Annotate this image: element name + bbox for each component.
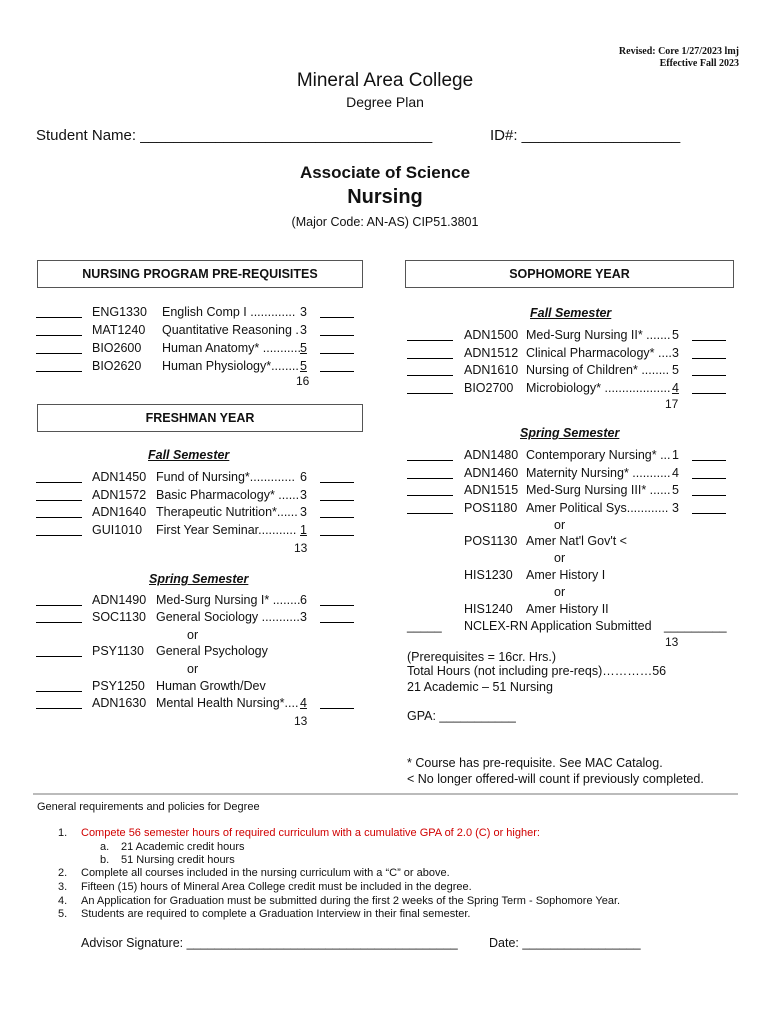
grade-blank[interactable] <box>407 478 453 479</box>
gpa-field[interactable]: GPA: ___________ <box>407 709 516 723</box>
grade-blank[interactable] <box>36 482 82 483</box>
sub-item-letter: a. <box>100 841 110 853</box>
prereq-heading: NURSING PROGRAM PRE-REQUISITES <box>37 260 363 288</box>
course-credits: 4 <box>300 696 307 710</box>
course-credits: 5 <box>300 359 307 373</box>
term-blank[interactable] <box>320 535 354 536</box>
course-credits: 3 <box>300 610 307 624</box>
grade-blank[interactable] <box>407 495 453 496</box>
term-blank[interactable] <box>692 478 726 479</box>
course-credits: 3 <box>300 323 307 337</box>
grade-blank[interactable] <box>36 622 82 623</box>
item-number: 1. <box>58 827 68 839</box>
term-blank[interactable] <box>692 340 726 341</box>
course-row[interactable] <box>36 644 366 660</box>
section-divider <box>33 793 738 795</box>
student-id-field[interactable]: ID#: ___________________ <box>490 127 681 144</box>
general-heading: General requirements and policies for Degree <box>37 801 260 813</box>
degree-title: Associate of Science <box>299 163 471 182</box>
course-row[interactable] <box>407 568 737 584</box>
term-blank[interactable] <box>692 460 726 461</box>
course-credits: 3 <box>300 487 307 502</box>
grade-blank[interactable] <box>36 656 82 657</box>
college-name: Mineral Area College <box>296 70 474 91</box>
grade-blank[interactable]: _____ <box>407 619 442 633</box>
course-code: ADN1610 <box>464 363 519 377</box>
or-label: or <box>554 551 566 565</box>
credit-split: 21 Academic – 51 Nursing <box>407 680 553 694</box>
doc-type: Degree Plan <box>346 94 424 110</box>
grade-blank[interactable] <box>36 353 82 354</box>
course-code: HIS1230 <box>464 568 513 582</box>
course-title: Mental Health Nursing*.... <box>156 696 299 710</box>
course-code: SOC1130 <box>92 610 146 624</box>
general-item-2: Complete all courses included in the nursing curriculum with a “C” or above. <box>81 867 450 879</box>
course-row[interactable] <box>36 696 366 712</box>
general-sub-a: 21 Academic credit hours <box>121 841 245 853</box>
grade-blank[interactable] <box>407 393 453 394</box>
sub-item-letter: b. <box>100 854 110 866</box>
grade-blank[interactable] <box>36 708 82 709</box>
program-title: Nursing <box>347 186 423 208</box>
term-blank[interactable] <box>692 393 726 394</box>
course-row[interactable] <box>407 346 747 362</box>
grade-blank[interactable] <box>407 358 453 359</box>
freshman-spring-total: 13 <box>294 714 308 728</box>
revised-note: Revised: Core 1/27/2023 lmj <box>618 46 739 57</box>
course-credits: 1 <box>672 448 679 462</box>
course-title: Med-Surg Nursing II* ....... <box>526 328 671 342</box>
course-credits: 3 <box>300 505 307 519</box>
course-credits: 5 <box>672 363 679 377</box>
course-credits: 5 <box>672 483 679 497</box>
grade-blank[interactable] <box>36 535 82 536</box>
student-name-field[interactable]: Student Name: ___________________________________ <box>36 127 433 144</box>
sophomore-fall-total: 17 <box>665 397 679 411</box>
course-row[interactable] <box>36 341 376 357</box>
grade-blank[interactable] <box>36 605 82 606</box>
course-code: PSY1130 <box>92 644 144 658</box>
grade-blank[interactable] <box>407 375 453 376</box>
course-code: MAT1240 <box>92 323 146 337</box>
term-blank[interactable] <box>320 335 354 336</box>
term-blank[interactable] <box>692 358 726 359</box>
grade-blank[interactable] <box>407 513 453 514</box>
course-code: ADN1512 <box>464 345 519 360</box>
sophomore-spring-total: 13 <box>665 635 679 649</box>
general-item-4: An Application for Graduation must be submitted during the first 2 weeks of the Spring Term - Sophomore Year. <box>81 895 621 907</box>
course-code: HIS1240 <box>464 602 513 616</box>
grade-blank[interactable] <box>407 460 453 461</box>
freshman-spring-label: Spring Semester <box>149 572 249 586</box>
course-row[interactable] <box>407 501 747 517</box>
course-title: Microbiology* ................... <box>526 380 671 395</box>
course-row[interactable] <box>36 523 376 539</box>
course-row[interactable] <box>407 328 747 344</box>
course-row[interactable] <box>36 505 376 521</box>
term-blank[interactable] <box>320 371 354 372</box>
course-code: POS1130 <box>464 534 518 548</box>
sophomore-fall-label: Fall Semester <box>530 306 612 320</box>
course-code: PSY1250 <box>92 679 145 693</box>
freshman-heading: FRESHMAN YEAR <box>37 404 363 432</box>
term-blank[interactable] <box>320 317 354 318</box>
term-blank[interactable] <box>320 517 354 518</box>
item-number: 5. <box>58 908 68 920</box>
course-row[interactable] <box>407 381 747 397</box>
item-number: 4. <box>58 895 68 907</box>
course-row[interactable] <box>407 602 737 618</box>
course-title: First Year Seminar........... <box>156 522 297 537</box>
course-title: Human Anatomy* ........... <box>162 341 301 355</box>
course-code: ADN1490 <box>92 593 147 607</box>
grade-blank[interactable] <box>36 500 82 501</box>
course-title: General Psychology <box>156 644 268 658</box>
course-code: BIO2600 <box>92 341 142 355</box>
course-row[interactable] <box>36 679 366 695</box>
course-credits: 3 <box>672 345 679 360</box>
course-credits: 4 <box>672 465 679 480</box>
or-label: or <box>554 585 566 599</box>
course-title: English Comp I ............. <box>162 305 296 319</box>
course-row[interactable] <box>36 488 376 504</box>
course-credits: 1 <box>300 522 307 537</box>
course-title: Quantitative Reasoning . <box>162 323 299 337</box>
course-credits: 3 <box>672 500 679 515</box>
course-title: Fund of Nursing*............. <box>156 470 295 484</box>
footnote-prereq: * Course has pre-requisite. See MAC Catalog. <box>407 756 663 770</box>
course-row[interactable] <box>407 363 747 379</box>
advisor-signature-field[interactable]: Advisor Signature: _______________________________________ <box>81 936 458 950</box>
course-row[interactable] <box>36 593 366 609</box>
term-blank[interactable] <box>320 622 354 623</box>
course-code: ADN1572 <box>92 487 147 502</box>
course-title: Amer Political Sys............ <box>526 500 669 515</box>
sophomore-heading: SOPHOMORE YEAR <box>405 260 734 288</box>
course-credits: 6 <box>300 593 307 607</box>
course-code: ADN1640 <box>92 505 147 519</box>
general-item-3: Fifteen (15) hours of Mineral Area College credit must be included in the degree. <box>81 881 472 893</box>
course-row[interactable] <box>36 470 376 486</box>
course-title: Med-Surg Nursing I* ........ <box>156 593 301 607</box>
nclex-row[interactable] <box>407 619 737 635</box>
prereq-note: (Prerequisites = 16cr. Hrs.) <box>407 650 557 664</box>
course-code: ADN1630 <box>92 696 147 710</box>
course-title: General Sociology ........... <box>156 610 300 624</box>
course-code: ADN1500 <box>464 328 519 342</box>
term-blank[interactable] <box>320 708 354 709</box>
course-title: Amer Nat'l Gov't < <box>526 534 627 548</box>
grade-blank[interactable] <box>36 335 82 336</box>
nclex-label: NCLEX-RN Application Submitted <box>464 619 652 633</box>
course-title: Amer History II <box>526 602 609 616</box>
course-code: ENG1330 <box>92 305 147 319</box>
freshman-fall-label: Fall Semester <box>148 448 230 462</box>
course-code: GUI1010 <box>92 522 143 537</box>
freshman-fall-total: 13 <box>294 541 308 555</box>
or-label: or <box>187 662 199 676</box>
course-title: Nursing of Children* ........ <box>526 363 670 377</box>
course-credits: 6 <box>300 470 307 484</box>
term-blank[interactable] <box>320 500 354 501</box>
prereq-total: 16 <box>296 374 310 388</box>
course-row[interactable] <box>36 305 376 321</box>
course-credits: 5 <box>672 328 679 342</box>
term-blank[interactable] <box>692 375 726 376</box>
grade-blank[interactable] <box>36 371 82 372</box>
course-credits: 4 <box>672 380 679 395</box>
course-row[interactable] <box>407 483 747 499</box>
course-code: ADN1460 <box>464 465 519 480</box>
or-label: or <box>187 628 199 642</box>
course-title: Basic Pharmacology* ...... <box>156 487 300 502</box>
course-code: BIO2700 <box>464 380 514 395</box>
item-number: 3. <box>58 881 68 893</box>
total-hours: Total Hours (not including pre-reqs)…………56 <box>407 664 667 678</box>
course-code: ADN1515 <box>464 483 519 497</box>
course-credits: 3 <box>300 305 307 319</box>
sophomore-spring-label: Spring Semester <box>520 426 620 440</box>
course-title: Human Physiology*........ <box>162 359 299 373</box>
term-blank[interactable] <box>320 605 354 606</box>
term-blank[interactable] <box>320 482 354 483</box>
term-blank[interactable] <box>692 495 726 496</box>
course-title: Therapeutic Nutrition*...... <box>156 505 298 519</box>
effective-note: Effective Fall 2023 <box>659 58 739 69</box>
course-code: POS1180 <box>464 500 518 515</box>
course-row[interactable] <box>407 534 737 550</box>
general-item-1: Compete 56 semester hours of required curriculum with a cumulative GPA of 2.0 (C) or higher: <box>81 827 540 839</box>
general-sub-b: 51 Nursing credit hours <box>121 854 235 866</box>
general-item-5: Students are required to complete a Graduation Interview in their final semester. <box>81 908 471 920</box>
course-title: Human Growth/Dev <box>156 679 266 693</box>
course-code: BIO2620 <box>92 359 142 373</box>
course-credits: 5 <box>300 341 307 355</box>
course-title: Maternity Nursing* ........... <box>526 465 671 480</box>
course-code: ADN1450 <box>92 470 147 484</box>
course-row[interactable] <box>407 448 747 464</box>
grade-blank[interactable] <box>36 317 82 318</box>
footnote-offered: < No longer offered-will count if previously completed. <box>407 772 704 786</box>
course-code: ADN1480 <box>464 448 519 462</box>
grade-blank[interactable] <box>36 517 82 518</box>
term-blank[interactable] <box>320 353 354 354</box>
date-field[interactable]: Date: _________________ <box>489 936 641 950</box>
major-code: (Major Code: AN-AS) CIP51.3801 <box>291 215 479 229</box>
term-blank[interactable]: _________ <box>664 619 727 633</box>
course-title: Amer History I <box>526 568 606 582</box>
or-label: or <box>554 518 566 532</box>
course-row[interactable] <box>36 610 366 626</box>
course-row[interactable] <box>407 466 747 482</box>
course-row[interactable] <box>36 323 376 339</box>
item-number: 2. <box>58 867 68 879</box>
course-row[interactable] <box>36 359 376 375</box>
course-title: Contemporary Nursing* ... <box>526 448 671 462</box>
term-blank[interactable] <box>692 513 726 514</box>
course-title: Med-Surg Nursing III* ...... <box>526 483 671 497</box>
course-title: Clinical Pharmacology* .... <box>526 345 672 360</box>
grade-blank[interactable] <box>36 691 82 692</box>
grade-blank[interactable] <box>407 340 453 341</box>
